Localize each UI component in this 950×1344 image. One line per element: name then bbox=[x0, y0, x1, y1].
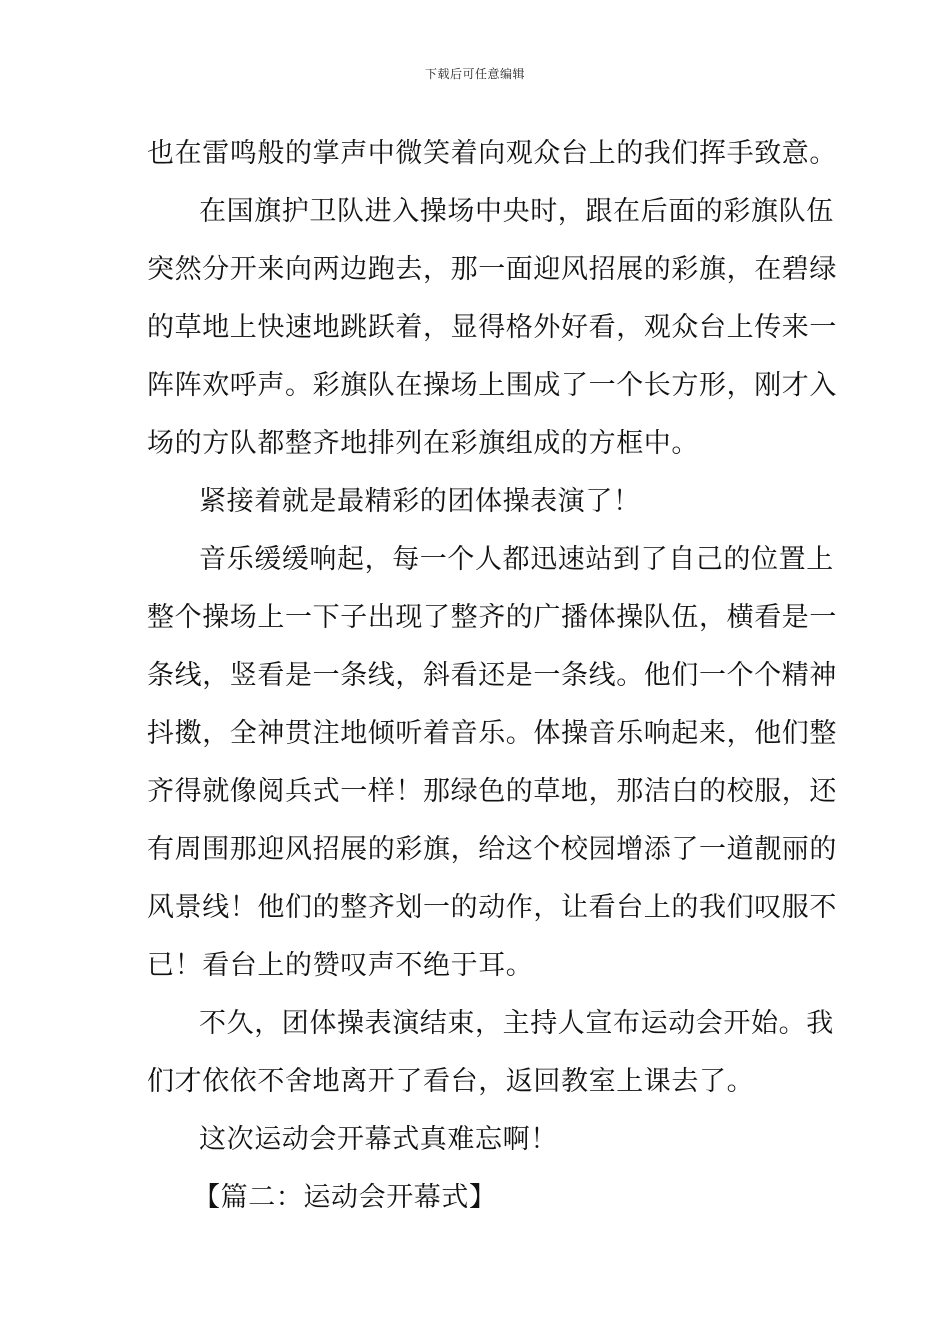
text-line: 齐得就像阅兵式一样！那绿色的草地，那洁白的校服，还 bbox=[147, 776, 837, 807]
text-line: 抖擞，全神贯注地倾听着音乐。体操音乐响起来，他们整 bbox=[147, 718, 837, 749]
section-heading: 【篇二：运动会开幕式】 bbox=[193, 1182, 497, 1213]
text-line: 条线，竖看是一条线，斜看还是一条线。他们一个个精神 bbox=[147, 660, 837, 691]
text-line: 风景线！他们的整齐划一的动作，让看台上的我们叹服不 bbox=[147, 892, 837, 923]
text-line: 场的方队都整齐地排列在彩旗组成的方框中。 bbox=[147, 428, 699, 459]
paragraph-start-line: 音乐缓缓响起，每一个人都迅速站到了自己的位置上 bbox=[199, 544, 834, 575]
text-line: 突然分开来向两边跑去，那一面迎风招展的彩旗，在碧绿 bbox=[147, 254, 837, 285]
paragraph-start-line: 这次运动会开幕式真难忘啊！ bbox=[199, 1124, 558, 1155]
paragraph-start-line: 不久，团体操表演结束，主持人宣布运动会开始。我 bbox=[199, 1008, 834, 1039]
text-line: 有周围那迎风招展的彩旗，给这个校园增添了一道靓丽的 bbox=[147, 834, 837, 865]
text-line: 们才依依不舍地离开了看台，返回教室上课去了。 bbox=[147, 1066, 755, 1097]
text-line: 整个操场上一下子出现了整齐的广播体操队伍，横看是一 bbox=[147, 602, 837, 633]
page-header: 下载后可任意编辑 bbox=[424, 67, 525, 81]
paragraph-start-line: 紧接着就是最精彩的团体操表演了！ bbox=[199, 486, 641, 517]
article-body bbox=[147, 125, 837, 1227]
text-line: 的草地上快速地跳跃着，显得格外好看，观众台上传来一 bbox=[147, 312, 837, 343]
text-line: 也在雷鸣般的掌声中微笑着向观众台上的我们挥手致意。 bbox=[147, 138, 837, 169]
paragraph-start-line: 在国旗护卫队进入操场中央时，跟在后面的彩旗队伍 bbox=[199, 196, 834, 227]
text-line: 阵阵欢呼声。彩旗队在操场上围成了一个长方形，刚才入 bbox=[147, 370, 837, 401]
text-line: 已！看台上的赞叹声不绝于耳。 bbox=[147, 950, 534, 981]
